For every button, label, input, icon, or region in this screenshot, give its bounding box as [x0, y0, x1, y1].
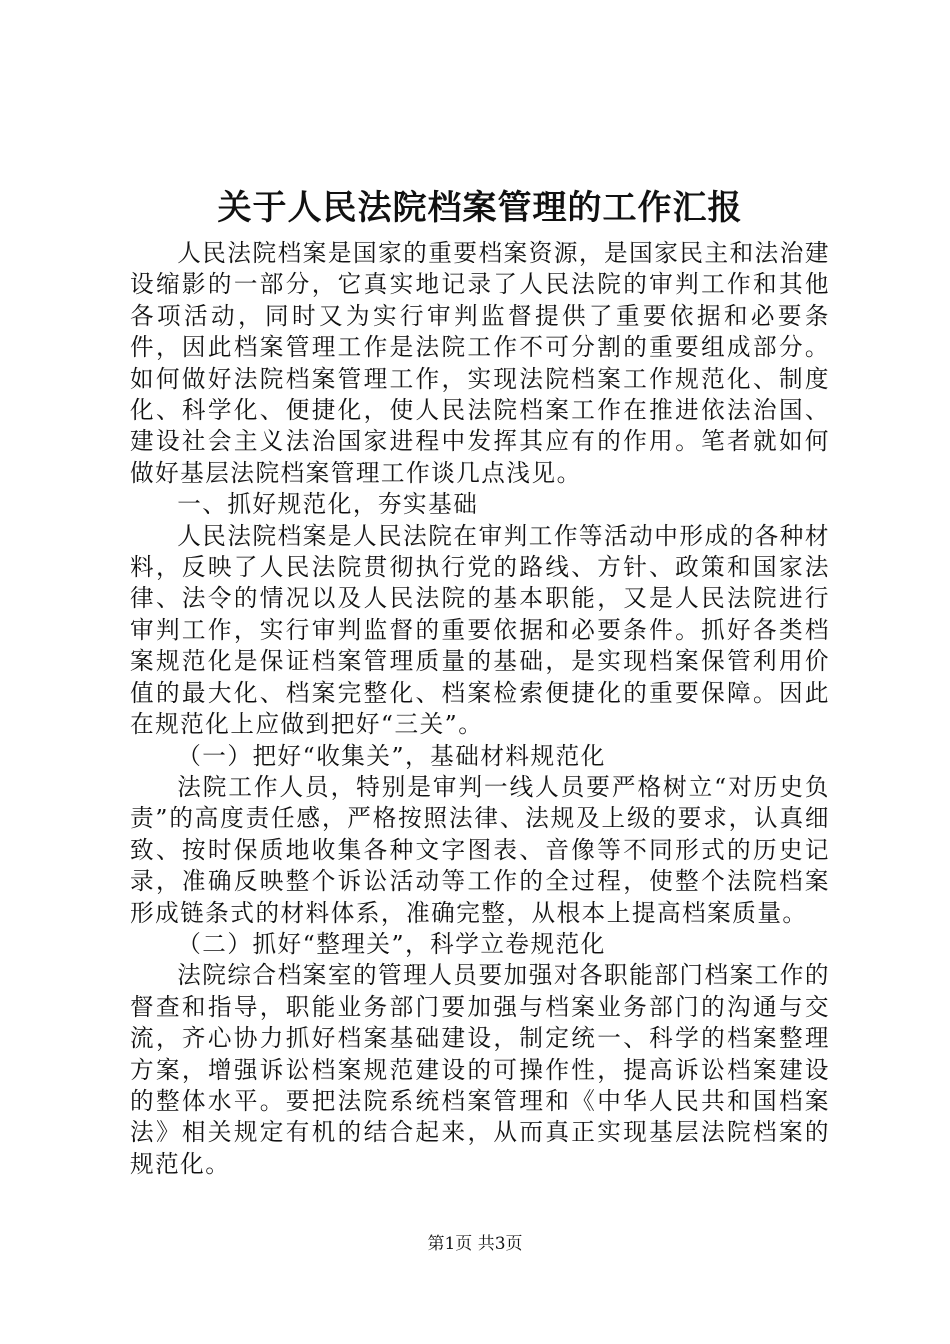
document-title: 关于人民法院档案管理的工作汇报	[217, 188, 743, 228]
page-number-footer: 第1页 共3页	[427, 1234, 523, 1254]
paragraph-subsection-2: 法院综合档案室的管理人员要加强对各职能部门档案工作的督查和指导，职能业务部门要加强与档案业务部门的沟通与交流，齐心协力抓好档案基础建设，制定统一、科学的档案整理方案，增强诉讼档案规范建设的可操作性，提高诉讼档案建设的整体水平。要把法院系统档案管理和《中华人民共和国档案法》相关规定有机的结合起来，从而真正实现基层法院档案的规范化。	[130, 961, 830, 1178]
paragraph-intro: 人民法院档案是国家的重要档案资源，是国家民主和法治建设缩影的一部分，它真实地记录了人民法院的审判工作和其他各项活动，同时又为实行审判监督提供了重要依据和必要条件，因此档案管理工作是法院工作不可分割的重要组成部分。如何做好法院档案管理工作，实现法院档案工作规范化、制度化、科学化、便捷化，使人民法院档案工作在推进依法治国、建设社会主义法治国家进程中发挥其应有的作用。笔者就如何做好基层法院档案管理工作谈几点浅见。	[130, 239, 830, 487]
paragraph-section-1: 人民法院档案是人民法院在审判工作等活动中形成的各种材料，反映了人民法院贯彻执行党的路线、方针、政策和国家法律、法令的情况以及人民法院的基本职能，又是人民法院进行审判工作，实行审判监督的重要依据和必要条件。抓好各类档案规范化是保证档案管理质量的基础，是实现档案保管利用价值的最大化、档案完整化、档案检索便捷化的重要保障。因此在规范化上应做到把好“三关”。	[130, 521, 830, 739]
subsection-heading-1: （一）把好“收集关”，基础材料规范化	[177, 741, 606, 770]
paragraph-subsection-1: 法院工作人员，特别是审判一线人员要严格树立“对历史负责”的高度责任感，严格按照法律、法规及上级的要求，认真细致、按时保质地收集各种文字图表、音像等不同形式的历史记录，准确反映整个诉讼活动等工作的全过程，使整个法院档案形成链条式的材料体系，准确完整，从根本上提高档案质量。	[130, 772, 830, 927]
subsection-heading-2: （二）抓好“整理关”，科学立卷规范化	[177, 929, 606, 958]
document-body	[130, 238, 830, 1180]
section-heading-1: 一、抓好规范化，夯实基础	[177, 490, 479, 519]
